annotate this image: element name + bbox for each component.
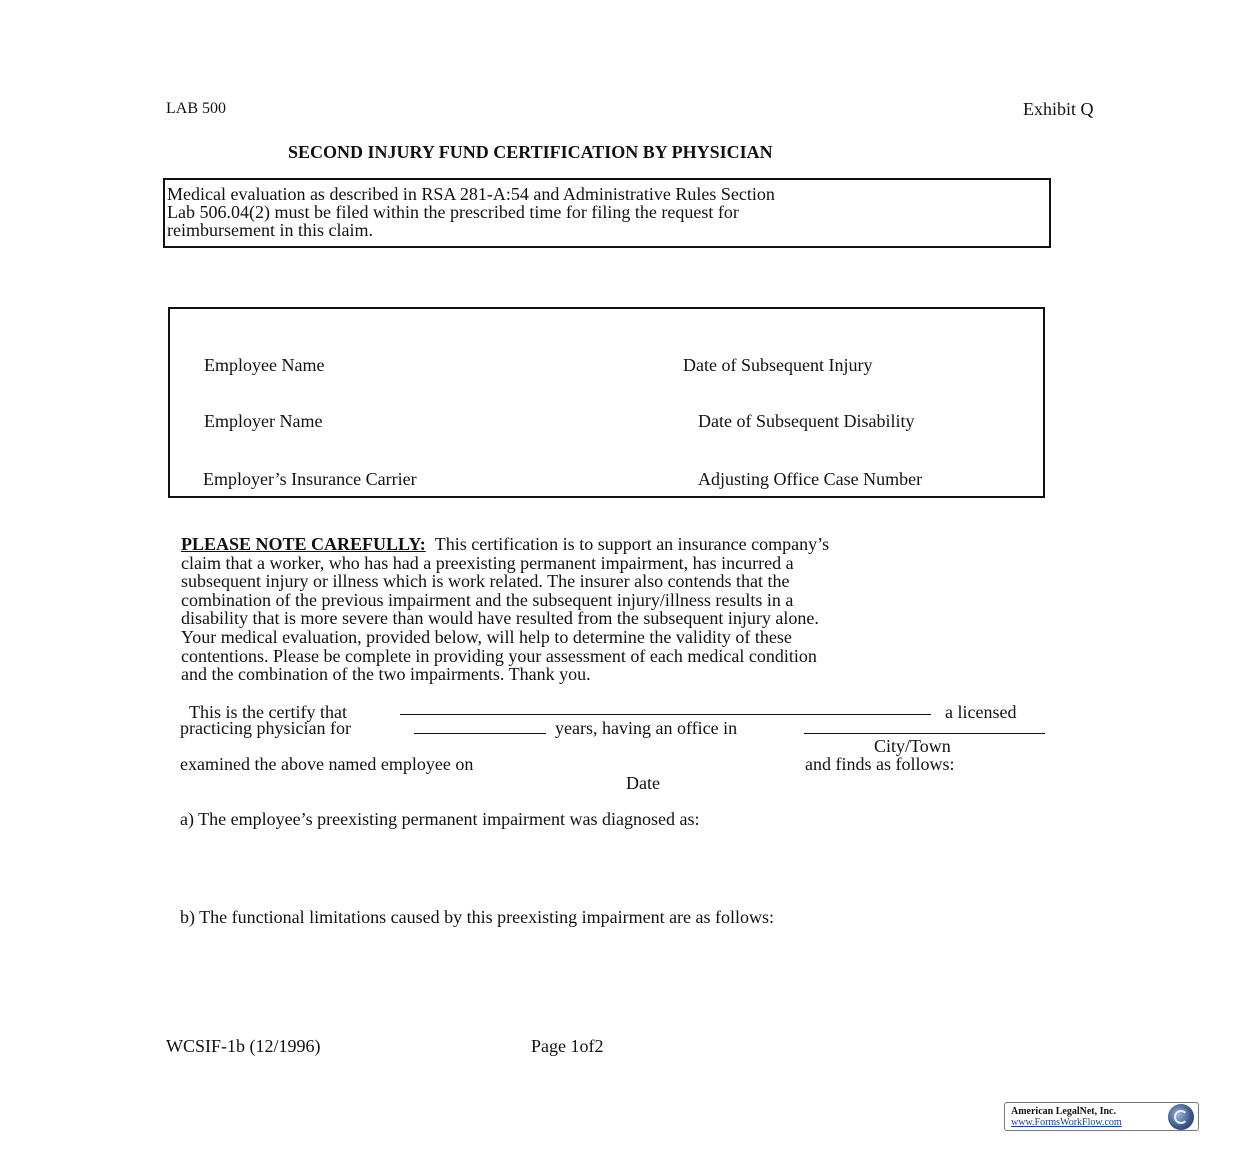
note-heading: PLEASE NOTE CAREFULLY: bbox=[181, 534, 426, 554]
form-code: LAB 500 bbox=[166, 100, 226, 117]
filing-notice-box bbox=[163, 178, 1051, 248]
publisher-badge[interactable] bbox=[1004, 1102, 1199, 1131]
subsequent-disability-date-label: Date of Subsequent Disability bbox=[698, 411, 915, 431]
note-line-2: claim that a worker, who has had a preexisting permanent impairment, has incurred a bbox=[181, 552, 794, 573]
practicing-label: practicing physician for bbox=[180, 718, 351, 738]
note-line-8: and the combination of the two impairments. Thank you. bbox=[181, 664, 591, 685]
publisher-name: American LegalNet, Inc. bbox=[1011, 1106, 1116, 1117]
publisher-link[interactable]: www.FormsWorkFlow.com bbox=[1011, 1117, 1122, 1128]
notice-line-1: Medical evaluation as described in RSA 281-A:54 and Administrative Rules Section bbox=[167, 184, 775, 204]
insurance-carrier-label: Employer’s Insurance Carrier bbox=[203, 469, 417, 489]
note-line-4: combination of the previous impairment and the subsequent injury/illness results in a bbox=[181, 589, 794, 610]
employer-name-label: Employer Name bbox=[204, 411, 323, 431]
case-number-label: Adjusting Office Case Number bbox=[698, 469, 923, 489]
city-town-caption: City/Town bbox=[874, 736, 951, 756]
city-town-field[interactable] bbox=[804, 733, 1045, 734]
note-paragraph bbox=[181, 535, 829, 684]
page-title: SECOND INJURY FUND CERTIFICATION BY PHYSICIAN bbox=[288, 142, 773, 162]
exhibit-label: Exhibit Q bbox=[1023, 99, 1094, 119]
question-b: b) The functional limitations caused by this preexisting impairment are as follows: bbox=[180, 907, 775, 927]
employee-name-label: Employee Name bbox=[204, 355, 325, 375]
note-line-1: This certification is to support an insurance company’s bbox=[434, 534, 830, 554]
note-line-3: subsequent injury or illness which is work related. The insurer also contends that the bbox=[181, 571, 790, 592]
notice-line-3: reimbursement in this claim. bbox=[167, 220, 373, 240]
note-line-7: contentions. Please be complete in providing your assessment of each medical condition bbox=[181, 645, 817, 666]
years-field[interactable] bbox=[414, 733, 546, 734]
question-a: a) The employee’s preexisting permanent impairment was diagnosed as: bbox=[180, 809, 700, 829]
office-label: years, having an office in bbox=[555, 718, 738, 738]
note-line-6: Your medical evaluation, provided below, will help to determine the validity of these bbox=[181, 626, 792, 647]
note-line-5: disability that is more severe than would have resulted from the subsequent injury alone. bbox=[181, 608, 819, 629]
licensed-label: a licensed bbox=[945, 702, 1017, 722]
globe-logo-icon bbox=[1168, 1104, 1194, 1130]
certify-line-start: This is the certify that bbox=[189, 702, 347, 722]
finds-label: and finds as follows: bbox=[805, 754, 955, 774]
subsequent-injury-date-label: Date of Subsequent Injury bbox=[683, 355, 873, 375]
physician-name-field[interactable] bbox=[400, 714, 931, 715]
notice-line-2: Lab 506.04(2) must be filed within the prescribed time for filing the request for bbox=[167, 202, 739, 222]
examined-label: examined the above named employee on bbox=[180, 754, 474, 774]
footer-form-id: WCSIF-1b (12/1996) bbox=[166, 1036, 321, 1056]
date-caption: Date bbox=[626, 773, 660, 793]
page-number: Page 1of2 bbox=[531, 1036, 604, 1056]
